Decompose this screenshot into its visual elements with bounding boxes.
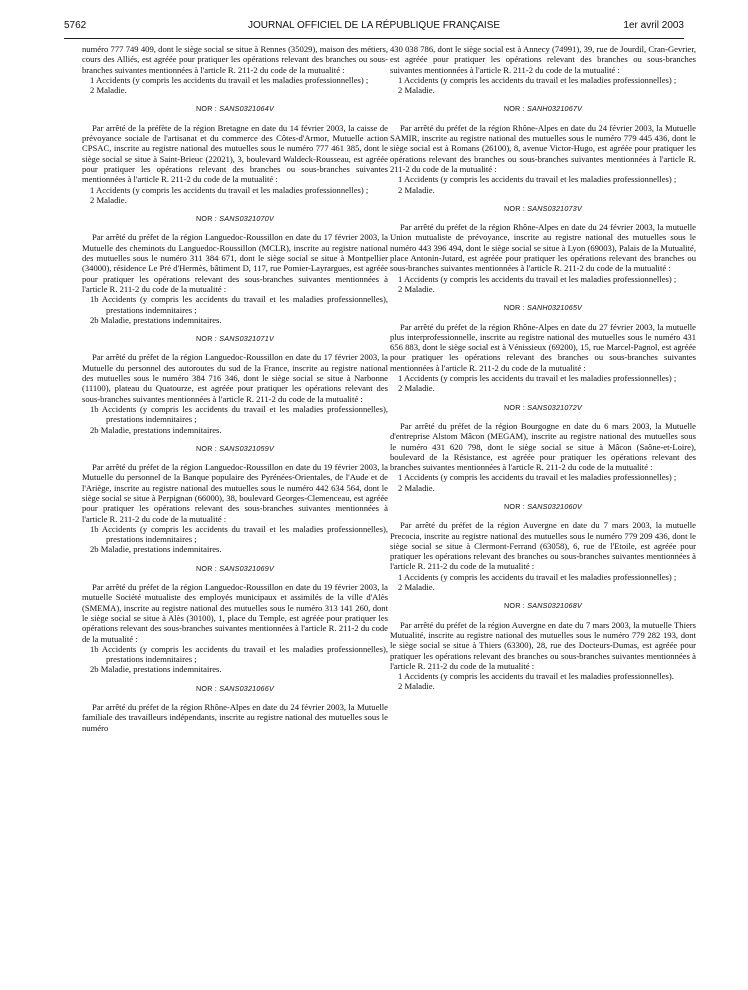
nor-reference: NOR : SANS0321072V (504, 402, 582, 412)
nor-reference: NOR : SANS0321073V (504, 203, 582, 213)
list-item: 1 Accidents (y compris les accidents du travail et les maladies professionnelles) ; (90, 74, 369, 85)
list-item: 2b Maladie, prestations indemnitaires. (90, 664, 222, 675)
list-item: 2 Maladie. (398, 582, 435, 593)
list-item: 1b Accidents (y compris les accidents du travail et les maladies professionnelles), prestations indemnitaires ; (90, 403, 388, 425)
nor-reference: NOR : SANS0321070V (196, 214, 274, 224)
list-item: 2 Maladie. (398, 383, 435, 394)
list-item: 1 Accidents (y compris les accidents du travail et les maladies professionnelles) ; (398, 174, 677, 185)
list-item: 1b Accidents (y compris les accidents du travail et les maladies professionnelles), prestations indemnitaires ; (90, 523, 388, 545)
decree-paragraph: Par arrêté du préfet de la région Rhône-Alpes en date du 27 février 2003, la mutuelle plus interprofessionnelle, inscrite au registre national des mutuelles sous le numéro 431 656 883, dont le siège social est à Vénissieux (69200), 15, rue Marcel-Pagnol, est agréée pour pratiquer les opérations relevant des branches ou sous-branches suivantes mentionnées à l'article R. 211-2 du code de la mutualité : (390, 321, 696, 373)
decree-paragraph: Par arrêté du préfet de la région Rhône-Alpes en date du 24 février 2003, la Mutuelle SAMIR, inscrite au registre national des mutuelles sous le numéro 779 445 436, dont le siège social est à Romans (26100), 8, avenue Victor-Hugo, est agréée pour pratiquer les opérations relevant des branches ou sous-branches suivantes mentionnées à l'article R. 211-2 du code de la mutualité : (390, 122, 696, 174)
list-item: 2b Maladie, prestations indemnitaires. (90, 424, 222, 435)
intro-paragraph: 430 038 786, dont le siège social est à Annecy (74991), 39, rue de Jourdil, Cran-Gevrier, est agréée pour pratiquer les opérations relevant des branches ou sous-branches suivantes mentionnées à l'article R. 211-2 du code de la mutualité : (390, 44, 696, 75)
decree-paragraph: Par arrêté du préfet de la région Languedoc-Roussillon en date du 17 février 2003, la Mutuelle des cheminots du Languedoc-Roussillon (MCLR), inscrite au registre national des mutuelles sous le numéro 311 384 671, dont le siège social se situe à Montpellier (34000), résidence Le Pré d'Hermès, bâtiment D, 117, rue Pomier-Layrargues, est agréée pour pratiquer les opérations relevant des sous-branches suivantes mentionnées à l'article R. 211-2 du code de la mutualité : (82, 232, 388, 294)
list-item: 1 Accidents (y compris les accidents du travail et les maladies professionnelles) ; (398, 74, 677, 85)
list-item: 1 Accidents (y compris les accidents du travail et les maladies professionnelles) ; (398, 273, 677, 284)
decree-paragraph: Par arrêté du préfet de la région Bourgogne en date du 6 mars 2003, la Mutuelle d'entreprise Alstom Mâcon (MEGAM), inscrite au registre national des mutuelles sous le numéro 431 620 798, dont le siège social se situe à Mâcon (Saône-et-Loire), boulevard de la Résistance, est agréée pour pratiquer les opérations relevant des branches suivantes mentionnées à l'article R. 211-2 du code de la mutualité : (390, 420, 696, 473)
nor-reference: NOR : SANS0321064V (196, 104, 274, 114)
nor-reference: NOR : SANS0321066V (196, 683, 274, 693)
decree-paragraph: Par arrêté du préfet de la région Languedoc-Roussillon en date du 19 février 2003, la mutuelle Société mutualiste des employés municipaux et assimilés de la ville d'Alès (SMEMA), inscrite au registre national des mutuelles sous le numéro 313 141 260, dont le siège social se situe à Alès (30100), 1, place du Temple, est agréée pour pratiquer les opérations relevant des sous-branches suivantes mentionnées à l'article R. 211-2 du code de la mutualité : (82, 582, 388, 644)
list-item: 2 Maladie. (398, 283, 435, 294)
decree-paragraph: Par arrêté du préfet de la région Rhône-Alpes en date du 24 février 2003, la mutuelle Union mutualiste de prévoyance, inscrite au registre national des mutuelles sous le numéro 443 396 494, dont le siège social se situe à Lyon (69003), Palais de la Mutualité, place Antonin-Jutard, est agréée pour pratiquer les opérations relevant des branches ou sous-branches suivantes mentionnées à l'article R. 211-2 du code de la mutualité : (390, 222, 696, 274)
decree-paragraph: Par arrêté du préfet de la région Auvergne en date du 7 mars 2003, la mutuelle Thiers Mutualité, inscrite au registre national des mutuelles sous le numéro 779 282 193, dont le siège social se situe à Thiers (63300), 28, rue des Docteurs-Dumas, est agréée pour pratiquer les opérations relevant des branches ou sous-branches suivantes mentionnées à l'article R. 211-2 du code de la mutualité : (390, 619, 696, 671)
list-item: 2 Maladie. (398, 184, 435, 195)
list-item: 1 Accidents (y compris les accidents du travail et les maladies professionnelles) ; (90, 184, 369, 195)
nor-reference: NOR : SANS0321060V (504, 501, 582, 511)
journal-title: JOURNAL OFFICIEL DE LA RÉPUBLIQUE FRANÇAISE (247, 20, 501, 31)
list-item: 2 Maladie. (90, 85, 127, 96)
decree-paragraph: Par arrêté du préfet de la région Languedoc-Roussillon en date du 17 février 2003, la Mutuelle du personnel des autoroutes du sud de la France, inscrite au registre national des mutuelles sous le numéro 384 716 346, dont le siège social se situe à Narbonne (11100), plateau du Quatourze, est agréée pour pratiquer les opérations relevant des sous-branches suivantes mentionnées à l'article R. 211-2 du code de la mutualité : (82, 352, 388, 404)
nor-reference: NOR : SANS0321069V (196, 563, 274, 573)
list-item: 1 Accidents (y compris les accidents du travail et les maladies professionnelles). (398, 671, 674, 682)
header-rule (64, 38, 684, 39)
list-item: 1b Accidents (y compris les accidents du travail et les maladies professionnelles), prestations indemnitaires ; (90, 294, 388, 315)
nor-reference: NOR : SANS0321071V (196, 334, 274, 344)
decree-paragraph: Par arrêté de la préfète de la région Bretagne en date du 14 février 2003, la caisse de prévoyance sociale de l'artisanat et du commerce des Côtes-d'Armor, Mutuelle action CPSAC, inscrite au registre national des mutuelles sous le numéro 777 461 385, dont le siège social se situe à Saint-Brieuc (22021), 3, boulevard Waldeck-Rousseau, est agréée pour pratiquer les opérations relevant des branches ou sous-branches suivantes mentionnées à l'article R. 211-2 du code de la mutualité : (82, 122, 388, 185)
list-item: 2b Maladie, prestations indemnitaires. (90, 314, 222, 325)
list-item: 2 Maladie. (398, 681, 435, 692)
decree-paragraph: Par arrêté du préfet de la région Auvergne en date du 7 mars 2003, la mutuelle Precocia, inscrite au registre national des mutuelles sous le numéro 779 209 436, dont le siège social se situe à Clermont-Ferrand (63058), 6, rue de l'Etoile, est agréée pour pratiquer les opérations relevant des branches ou sous-branches suivantes mentionnées à l'article R. 211-2 du code de la mutualité : (390, 520, 696, 572)
list-item: 2 Maladie. (398, 85, 435, 96)
nor-reference: NOR : SANH0321065V (503, 303, 583, 313)
nor-reference: NOR : SANH0321067V (503, 104, 583, 114)
left-column (82, 44, 388, 733)
nor-reference: NOR : SANS0321068V (504, 601, 582, 611)
intro-paragraph: numéro 777 749 409, dont le siège social se situe à Rennes (35029), maison des métiers, cours des Alliés, est agréée pour pratiquer les opérations relevant des branches ou sous-branches suivantes mentionnées à l'article R. 211-2 du code de la mutualité : (82, 44, 388, 75)
decree-paragraph: Par arrêté du préfet de la région Languedoc-Roussillon en date du 19 février 2003, la Mutuelle du personnel de la Banque populaire des Pyrénées-Orientales, de l'Aude et de l'Ariège, inscrite au registre national des mutuelles sous le numéro 442 634 564, dont le siège social se situe à Perpignan (66000), 38, boulevard Georges-Clemenceau, est agréée pour pratiquer les opérations relevant des sous-branches suivantes mentionnées à l'article R. 211-2 du code de la mutualité : (82, 462, 388, 524)
nor-reference: NOR : SANS0321059V (196, 443, 274, 453)
page-number: 5762 (64, 20, 87, 31)
list-item: 1 Accidents (y compris les accidents du travail et les maladies professionnelles) ; (398, 571, 677, 582)
list-item: 2 Maladie. (398, 482, 435, 493)
right-column (390, 44, 696, 692)
list-item: 2 Maladie. (90, 194, 127, 205)
list-item: 1 Accidents (y compris les accidents du travail et les maladies professionnelles) ; (398, 472, 677, 483)
page-header (64, 20, 684, 34)
list-item: 1 Accidents (y compris les accidents du travail et les maladies professionnelles) ; (398, 373, 677, 384)
decree-paragraph: Par arrêté du préfet de la région Rhône-Alpes en date du 24 février 2003, la Mutuelle familiale des travailleurs indépendants, inscrite au registre national des mutuelles sous le numéro (82, 702, 388, 733)
issue-date: 1er avril 2003 (623, 20, 684, 31)
list-item: 2b Maladie, prestations indemnitaires. (90, 544, 222, 555)
list-item: 1b Accidents (y compris les accidents du travail et les maladies professionnelles), prestations indemnitaires ; (90, 643, 388, 665)
